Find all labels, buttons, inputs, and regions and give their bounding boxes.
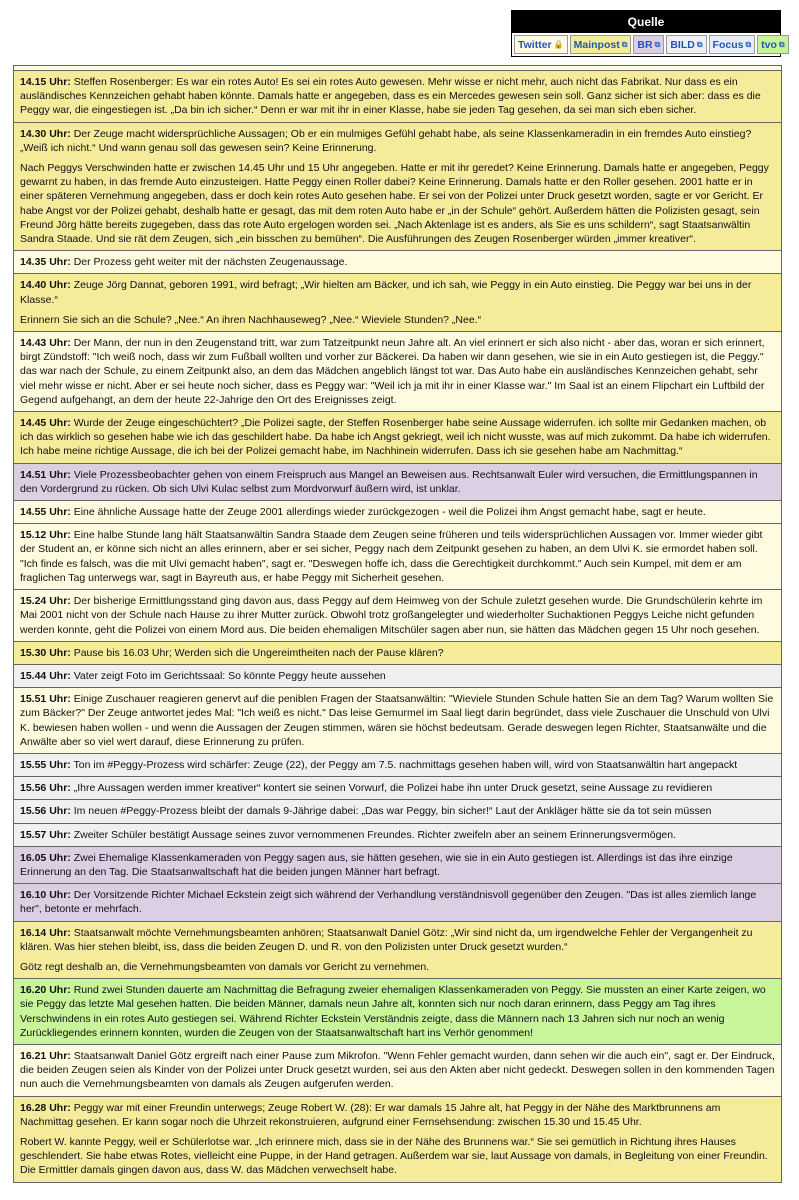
entry-time: 16.05 Uhr: xyxy=(20,851,71,864)
entry-paragraph xyxy=(20,528,775,585)
entry-paragraph xyxy=(20,468,775,496)
legend-title: Quelle xyxy=(512,11,780,33)
entry-paragraph xyxy=(20,828,775,842)
entry-paragraph xyxy=(20,127,775,155)
entry-time: 15.56 Uhr: xyxy=(20,805,71,818)
entry-paragraph xyxy=(20,1135,775,1178)
entry-text: Im neuen #Peggy-Prozess bleibt der damals 9-Jährige dabei: „Das war Peggy, bin sicher!“ Laut der Ankläger hätte sie da tot sein müssen xyxy=(70,805,712,818)
ticker-entry xyxy=(14,411,781,463)
entry-paragraph xyxy=(20,960,775,974)
ticker-entry xyxy=(14,846,781,883)
source-link-twitter[interactable] xyxy=(514,35,568,54)
source-link-mainpost[interactable] xyxy=(570,35,632,54)
ticker-entry xyxy=(14,921,781,979)
external-link-icon: ⧉ xyxy=(654,39,661,49)
entry-text: Eine ähnliche Aussage hatte der Zeuge 2001 allerdings wieder zurückgezogen - weil die Polizei ihm Angst gemacht habe, sagt er heute. xyxy=(70,506,706,519)
entry-time: 14.45 Uhr: xyxy=(20,417,71,430)
entry-text: Einige Zuschauer reagieren genervt auf die peniblen Fragen der Staatsanwältin: "Wieviele Stunden Schule hatten Sie an dem Tag? Warum wollten Sie zum Bäcker?" Der Zeuge antwortet jedes Mal: "Ich weiß es nicht." Das leise Gemurmel im Saal liegt darin begründet, dass viele Zuschauer die Unschuld von Ulvi K. bewiesen haben wollen - und wenn die Aussagen der Zeugen stimmen, wären sie höchst bedeutsam. Gerade deswegen legen Richter, Staatsanwälte und die Anwälte aber so viel wert darauf, diese Erinnerung zu prüfen. xyxy=(20,693,774,748)
entry-time: 16.14 Uhr: xyxy=(20,926,71,939)
external-link-icon: ⧉ xyxy=(696,39,703,49)
entry-time: 15.51 Uhr: xyxy=(20,693,71,706)
ticker-entry xyxy=(14,753,781,776)
ticker-entry xyxy=(14,641,781,664)
entry-paragraph xyxy=(20,336,775,407)
entry-time: 15.56 Uhr: xyxy=(20,782,71,795)
entry-text: Staatsanwalt möchte Vernehmungsbeamten anhören; Staatsanwalt Daniel Götz: „Wir sind nicht da, um irgendwelche Fehler der Vergangenheit zu klären. Was hier stehen bleibt, iss, dass die beiden Zeugen D. und R. von den Polizisten unter Druck gesetzt wurden.“ xyxy=(20,926,753,953)
source-label: tvo xyxy=(761,38,777,51)
entry-paragraph xyxy=(20,416,775,459)
entry-time: 16.28 Uhr: xyxy=(20,1101,71,1114)
entry-text: Der bisherige Ermittlungsstand ging davon aus, dass Peggy auf dem Heimweg von der Schule zuletzt gesehen wurde. Die Grundschülerin kehrte im Mai 2001 nicht von der Schule nach Hause zu ihrer Mutter zurück. Obwohl trotz großangelegter und wiederholter Suchaktionen Peggys Leiche nicht gefunden werden konnte, geht die Polizei von einem Mord aus. Die beiden ehemaligen Mitschüler sagen aber nun, sie hätten das Mädchen gegen 15 Uhr noch gesehen. xyxy=(20,595,763,636)
ticker-entry xyxy=(14,799,781,822)
entry-text: Rund zwei Stunden dauerte am Nachmittag die Befragung zweier ehemaligen Klassenkameraden von Peggy. Sie mussten an einer Karte zeigen, wo sie Peggy das letzte Mal gesehen hatten. Die beiden Männer, damals neun Jahre alt, konnten sich nur noch daran erinnern, dass Peggy am Tag ihres Verschwindens in ein rotes Auto gestiegen sei. Während Richter Eckstein Verständnis zeigte, dass die Männern nach 13 Jahren sich nur noch an wenig Zurückliegendes erinnern konnten, wurden die Zeugen von der Staatsanwaltschaft hart ins Verhör genommen! xyxy=(20,984,766,1039)
entry-time: 15.24 Uhr: xyxy=(20,595,71,608)
entry-time: 14.55 Uhr: xyxy=(20,506,71,519)
entry-time: 14.40 Uhr: xyxy=(20,279,71,292)
ticker-entry xyxy=(14,687,781,753)
entry-paragraph xyxy=(20,669,775,683)
entry-time: 15.30 Uhr: xyxy=(20,646,71,659)
entry-time: 14.51 Uhr: xyxy=(20,468,71,481)
entry-time: 16.21 Uhr: xyxy=(20,1049,71,1062)
entry-time: 14.43 Uhr: xyxy=(20,337,71,350)
ticker-entry xyxy=(14,1044,781,1096)
entry-paragraph xyxy=(20,505,775,519)
entry-paragraph xyxy=(20,594,775,637)
entry-paragraph xyxy=(20,926,775,954)
entry-text: Wurde der Zeuge eingeschüchtert? „Die Polizei sagte, der Steffen Rosenberger habe seine Aussage widerrufen. ich sollte mir Gedanken machen, ob ich das wirklich so gesehen habe wie ich das geschildert habe. Da habe ich Angst gekriegt, weil ich nicht wusste, was auf mich zukommt. Da habe ich widerrufen. Ich habe meine richtige Aussage, die ich bei der Polizei gemacht habe, im Nachhinein widerrufen. Dass ich sie gesehen habe am Nachmittag.“ xyxy=(20,417,771,458)
ticker-entry xyxy=(14,823,781,846)
ticker-entry xyxy=(14,463,781,500)
ticker-entry xyxy=(14,523,781,589)
entry-paragraph xyxy=(20,758,775,772)
ticker-entry xyxy=(14,1096,781,1182)
live-ticker xyxy=(13,65,782,1183)
external-link-icon: ⧉ xyxy=(745,39,752,49)
entry-paragraph xyxy=(20,983,775,1040)
entry-text: Eine halbe Stunde lang hält Staatsanwältin Sandra Staade dem Zeugen seine früheren und teils widersprüchlichen Aussagen vor. Immer wieder gibt der Student an, er könne sich nicht an alles erinnern, aber er sei sicher, Peggy nach dem Zeitpunkt gesehen zu haben, an dem Ulvi K. sie ermordet haben soll. "Ich finde es falsch, was die mit Ulvi gemacht haben", sagt er. "Deswegen hoffe ich, dass die Gerechtigkeit durchkommt." Auch sein Kumpel, mit dem er am fraglichen Tag unterwegs war, sagt in Bayreuth aus, er habe Peggy mit Sicherheit gesehen. xyxy=(20,529,763,584)
source-label: Twitter xyxy=(518,38,552,51)
entry-text: Der Vorsitzende Richter Michael Eckstein zeigt sich während der Verhandlung verständnisvoll gegenüber den Zeugen. "Das ist alles ziemlich lange her", betonte er mehrfach. xyxy=(20,889,757,916)
entry-time: 15.57 Uhr: xyxy=(20,828,71,841)
external-link-icon: ⧉ xyxy=(621,39,628,49)
entry-text: Viele Prozessbeobachter gehen von einem Freispruch aus Mangel an Beweisen aus. Rechtsanwalt Euler wird versuchen, die Ermittlungspannen in den Vordergrund zu rücken. Ob sich Ulvi Kulac selbst zum Mordvorwurf äußern wird, ist unklar. xyxy=(20,468,758,495)
entry-text: Der Zeuge macht widersprüchliche Aussagen; Ob er ein mulmiges Gefühl gehabt habe, als seine Klassenkameradin in ein fremdes Auto einstieg? „Weiß ich nicht.“ Und wann genau soll das gewesen sein? Keine Erinnerung. xyxy=(20,127,752,154)
ticker-entry xyxy=(14,273,781,331)
ticker-entry xyxy=(14,500,781,523)
entry-paragraph xyxy=(20,278,775,306)
entry-time: 15.12 Uhr: xyxy=(20,529,71,542)
source-legend xyxy=(511,10,785,57)
entry-paragraph xyxy=(20,646,775,660)
lock-icon: 🔒 xyxy=(553,40,564,49)
ticker-entry xyxy=(14,250,781,273)
entry-paragraph xyxy=(20,75,775,118)
ticker-entry xyxy=(14,589,781,641)
entry-paragraph xyxy=(20,888,775,916)
source-link-bild[interactable] xyxy=(666,35,706,54)
entry-text: Vater zeigt Foto im Gerichtssaal: So könnte Peggy heute aussehen xyxy=(70,669,386,682)
source-link-focus[interactable] xyxy=(709,35,756,54)
entry-text: Staatsanwalt Daniel Götz ergreift nach einer Pause zum Mikrofon. "Wenn Fehler gemacht wurden, dann sehen wir die auch ein", sagt er. Der Eindruck, die beiden Zeugen seien als Kinder von der Polizei unter Druck gesetzt wurden, sei aus den Akten aber nicht gedeckt. Deswegen sollen in den kommenden Tagen nun auch die Vernehmungsbeamten von damals als Zeugen aufgerufen werden. xyxy=(20,1049,775,1091)
entry-paragraph xyxy=(20,1101,775,1129)
entry-text: Pause bis 16.03 Uhr; Werden sich die Ungereimtheiten nach der Pause klären? xyxy=(70,646,444,659)
entry-time: 15.55 Uhr: xyxy=(20,758,71,771)
entry-text: Peggy war mit einer Freundin unterwegs; Zeuge Robert W. (28): Er war damals 15 Jahre alt, hat Peggy in der Nähe des Marktbrunnens am Nachmittag gesehen. Er kann sogar noch die Uhrzeit rekonstruieren, aufgrund einer Fernsehsendung: zwischen 15.30 und 15.45 Uhr. xyxy=(20,1101,721,1128)
ticker-entry xyxy=(14,883,781,920)
entry-paragraph xyxy=(20,781,775,795)
entry-time: 14.15 Uhr: xyxy=(20,76,71,88)
entry-text: Ton im #Peggy-Prozess wird schärfer: Zeuge (22), der Peggy am 7.5. nachmittags gesehen haben will, wird von Staatsanwältin hart angepackt xyxy=(70,758,738,771)
entry-text: Erinnern Sie sich an die Schule? „Nee.“ An ihren Nachhauseweg? „Nee.“ Wieviele Stunden? „Nee.“ xyxy=(20,313,482,326)
legend-sources xyxy=(512,33,785,56)
entry-time: 15.44 Uhr: xyxy=(20,669,71,682)
source-label: BR xyxy=(637,38,653,51)
entry-text: Zwei Ehemalige Klassenkameraden von Peggy sagen aus, sie hätten gesehen, wie sie in ein Auto gestiegen ist. Allerdings ist das ihre einzige Erinnerung an den Tag. Die Staatsanwaltschaft hat die beiden jungen Männer hart befragt. xyxy=(20,851,733,878)
entry-paragraph xyxy=(20,804,775,818)
entry-paragraph xyxy=(20,313,775,327)
entry-paragraph xyxy=(20,1049,775,1092)
entry-paragraph xyxy=(20,255,775,269)
ticker-entry xyxy=(14,122,781,251)
external-link-icon: ⧉ xyxy=(778,39,785,49)
entry-text: Der Prozess geht weiter mit der nächsten Zeugenaussage. xyxy=(70,256,348,269)
source-label: BILD xyxy=(670,38,695,51)
entry-time: 14.30 Uhr: xyxy=(20,127,71,140)
entry-text: Der Mann, der nun in den Zeugenstand tritt, war zum Tatzeitpunkt neun Jahre alt. An viel erinnert er sich also nicht - aber das, woran er sich erinnert, birgt Zündstoff: "Ich weiß noch, dass wir zum Fußball wollten und vorher zur Bäckerei. Da haben wir dann gesehen, wie sie in ein Auto gestiegen ist, die Peggy." das war nach der Schule, zu einem Zeitpunkt also, an dem das Mädchen angeblich längst tot war. Das Auto habe ein ausländisches Kennzeichen gehabt, sehr viel mehr wisse er nicht. Aber er sei heute noch sicher, dass es Peggy war: "Weil ich ja mit ihr in einer Klasse war." Im Saal ist an einem Flipchart ein Luftbild der Gegend aufgehangt, an dem der heute 22-Jahrige den Ort des Ereignisses zeigt. xyxy=(20,337,765,406)
source-label: Mainpost xyxy=(573,38,620,51)
entry-time: 16.10 Uhr: xyxy=(20,889,71,902)
source-label: Focus xyxy=(712,38,744,51)
ticker-entry xyxy=(14,664,781,687)
entry-text: Götz regt deshalb an, die Vernehmungsbeamten von damals vor Gericht zu vernehmen. xyxy=(20,960,430,973)
entry-time: 14.35 Uhr: xyxy=(20,256,71,269)
source-link-br[interactable] xyxy=(633,35,664,54)
entry-text: Steffen Rosenberger: Es war ein rotes Auto! Es sei ein rotes Auto gewesen. Mehr wisse er nicht mehr, auch nicht das Fabrikat. Nur dass es ein ausländisches Kennzeichen gehabt haben könnte. Damals hatte er angegeben, dass es ein Mercedes gewesen sein soll. Ganz sicher ist sich aber: dass es die Peggy war, die eingestiegen ist. „Da bin ich sicher.“ Denn er war mit ihr in einer Klasse, habe sie jeden Tag gesehen, da sei man sich eben sicher. xyxy=(20,76,761,117)
entry-paragraph xyxy=(20,851,775,879)
ticker-entry xyxy=(14,70,781,122)
entry-text: Zeuge Jörg Dannat, geboren 1991, wird befragt; „Wir hielten am Bäcker, und ich sah, wie Peggy in ein Auto einstieg. Die Peggy war bei uns in der Klasse.“ xyxy=(20,279,752,306)
entry-text: Zweiter Schüler bestätigt Aussage seines zuvor vernommenen Freundes. Richter zweifeln aber an seinem Erinnerungsvermögen. xyxy=(70,828,677,841)
entry-text: Nach Peggys Verschwinden hatte er zwischen 14.45 Uhr und 15 Uhr angegeben. Hatte er mit ihr geredet? Keine Erinnerung. Damals hatte er angegeben, Peggy gewarnt zu haben, in das fremde Auto einzusteigen. Hatte Peggy einen Roller dabei? Keine Erinnerung. Damals hatte er den Roller gesehen. 2001 hatte er in einer späteren Vernehmung angegeben, dass er doch kein rotes Auto gesehen habe. Er sei von der Polizei unter Druck gesetzt worden, sagte er vor Gericht. Er habe Angst vor der Polizei gehabt, deshalb hatte er gesagt, das mit dem roten Auto habe er „in der Schule“ gehört. Außerdem hätten die Polizisten gesagt, sein Freund Jörg hätte bereits zugegeben, dass das rote Auto ergelogen worden sei. „Nach Aktenlage ist es anders, als Sie es uns schildern“, sagt Staatsanwältin Sandra Staade. Und sie rät dem Zeugen, sich „ein bisschen zu bemühen“. Die Ausführungen des Zeugen Rosenberger würden „immer kreativer“. xyxy=(20,162,769,246)
entry-time: 16.20 Uhr: xyxy=(20,984,71,997)
source-link-tvo[interactable] xyxy=(757,35,788,54)
ticker-entry xyxy=(14,331,781,411)
entry-text: „Ihre Aussagen werden immer kreativer“ kontert sie seinen Vorwurf, die Polizei habe ihn unter Druck gesetzt, seine Aussage zu revidieren xyxy=(70,782,713,795)
entry-text: Robert W. kannte Peggy, weil er Schülerlotse war. „Ich erinnere mich, dass sie in der Nähe des Brunnens war.“ Sie sei gemütlich in Richtung ihres Hauses geschlendert. Sie habe etwas Rotes, vielleicht eine Puppe, in der Hand getragen. Außerdem war sie, laut Aussage von damals, in Begleitung von einer Freundin. Die Ermittler damals gingen davon aus, dass W. das Mädchen verwechselt habe. xyxy=(20,1135,768,1177)
ticker-entry xyxy=(14,776,781,799)
ticker-entry xyxy=(14,978,781,1044)
entry-paragraph xyxy=(20,161,775,246)
entry-paragraph xyxy=(20,692,775,749)
